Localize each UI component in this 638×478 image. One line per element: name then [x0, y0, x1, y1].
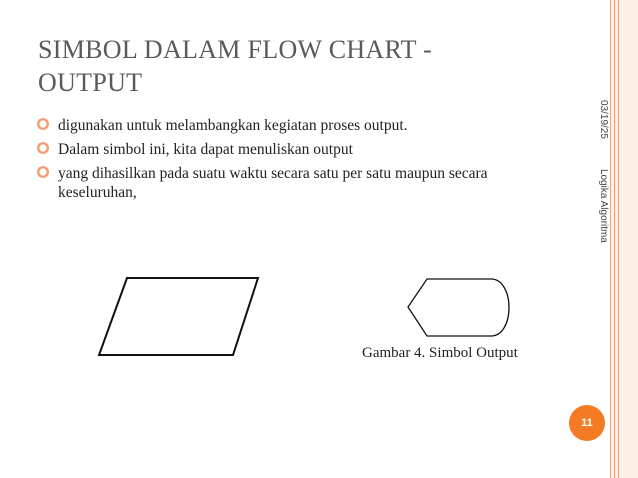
page-number-badge: 11 — [569, 405, 605, 441]
side-rule — [614, 0, 615, 478]
parallelogram-output-shape — [95, 275, 265, 360]
hollow-circle-bullet-icon — [36, 117, 50, 131]
title-line-2: OUTPUT — [38, 68, 143, 97]
bullet-item — [36, 164, 556, 202]
slide-title — [38, 33, 508, 99]
side-rule — [618, 0, 619, 478]
sidebar-date: 03/19/25 — [598, 100, 609, 139]
hollow-circle-bullet-icon — [36, 165, 50, 179]
bullet-text: digunakan untuk melambangkan kegiatan proses output. — [58, 117, 408, 134]
sidebar-course: Logika Algoritma — [598, 168, 609, 243]
display-output-shape — [405, 276, 517, 340]
side-rule — [610, 0, 611, 478]
bullet-item — [36, 140, 556, 159]
bullet-item — [36, 116, 556, 135]
sidebar-vertical-text — [585, 100, 609, 260]
bullet-text: Dalam simbol ini, kita dapat menuliskan output — [58, 141, 353, 158]
bullet-text: yang dihasilkan pada suatu waktu secara satu per satu maupun secara keseluruhan, — [58, 165, 488, 201]
title-line-1: SIMBOL DALAM FLOW CHART - — [38, 35, 433, 64]
bullet-list — [36, 116, 556, 207]
hollow-circle-bullet-icon — [36, 141, 50, 155]
figure-caption: Gambar 4. Simbol Output — [362, 345, 518, 361]
